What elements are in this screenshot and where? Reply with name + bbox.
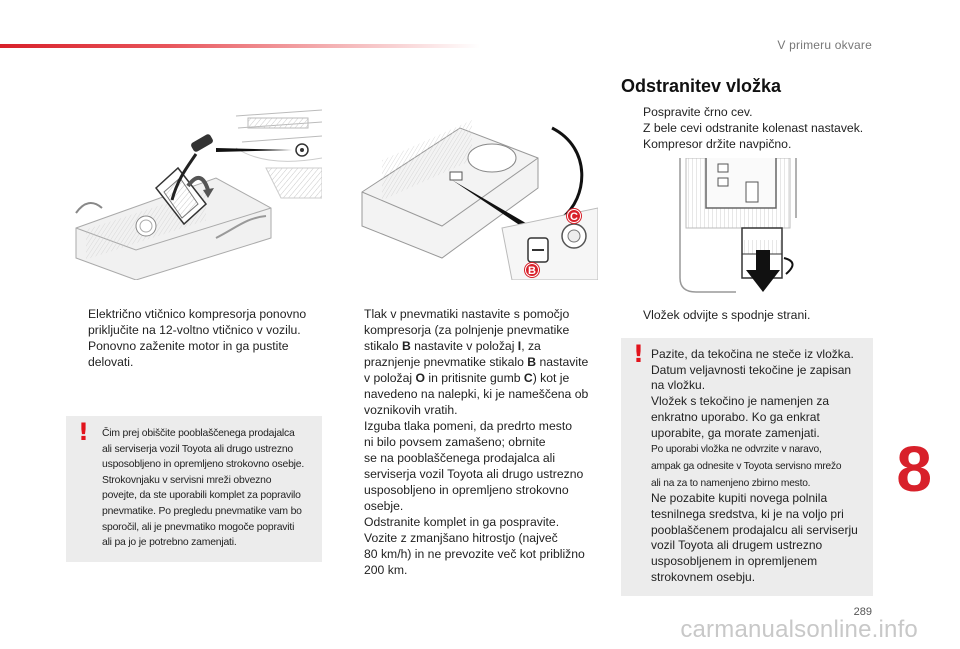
warning-box-service (66, 416, 322, 562)
list-item: Vložek odvijte s spodnje strani. (643, 308, 811, 322)
warning-icon: ! (633, 340, 644, 368)
chapter-number: 8 (896, 433, 932, 505)
callout-b: B (528, 265, 536, 277)
sealant-cartridge-removal-illustration (676, 158, 816, 300)
list-item: Odstranite komplet in ga pospravite. (364, 515, 560, 529)
middle-column (342, 306, 600, 578)
list-item: Električno vtičnico kompresorja ponovno priključite na 12-voltno vtičnico v vozilu. (88, 307, 307, 337)
list-item: Ponovno zaženite motor in ga pustite delovati. (88, 339, 289, 369)
pressure-instructions: Tlak v pnevmatiki nastavite s pomočjo kompresorja (za polnjenje pnevmatike stikalo B nastavite v položaj I, za praznjenje pnevmatike stikalo B nastavite v položaj O in pritisnite gumb C) kot je navedeno na nalepki, ki je nameščena ob voznikovih vratih. Izguba tlaka pomeni, da predrto mesto ni bilo povsem zamašeno; obrnite se na pooblaščenega prodajalca ali serviserja vozil Toyota ali drugo ustrezno usposobljeno in opremljeno strokovno osebje. (364, 307, 589, 513)
warning-text: Čim prej obiščite pooblaščenega prodajalca ali serviserja vozil Toyota ali drugo ustrezno usposobljeno in opremljeno strokovno osebje. Strokovnjaku v servisni mreži obvezno povejte, da ste uporabili komplet za popravilo pnevmatike. Po pregledu pnevmatike vam bo sporočil, ali je pnevmatiko mogoče popraviti ali pa jo je potrebno zamenjati. (102, 428, 305, 549)
warning-text: Pazite, da tekočina ne steče iz vložka. Datum veljavnosti tekočine je zapisan na vložku. Vložek s tekočino je namenjen za enkratno uporabo. Ko ga enkrat uporabite, ga morate zamenjati. Po uporabi vložka ne odvrzite v naravo, ampak ga odnesite v Toyota servisno mrežo ali na za to namenjeno zbirno mesto. Ne pozabite kupiti novega polnila tesnilnega sredstva, ki je na voljo pri pooblaščenem prodajalcu ali serviserju vozil Toyota ali drugem ustrezno usposobljenem in opremljenem strokovnem osebju. (651, 347, 858, 584)
page-number: 289 (853, 606, 872, 618)
list-item: Z bele cevi odstranite kolenast nastavek. (643, 121, 864, 135)
list-item: Kompresor držite navpično. (643, 137, 792, 151)
section-heading: Odstranitev vložka (621, 76, 782, 96)
right-column-step-after (621, 307, 881, 323)
list-item (342, 306, 600, 514)
right-column-steps (621, 104, 881, 152)
warning-icon: ! (78, 418, 89, 446)
compressor-power-socket-illustration (66, 108, 322, 280)
callout-c: C (570, 211, 578, 223)
watermark: carmanualsonline.info (680, 616, 918, 643)
header-accent-bar (0, 44, 480, 48)
list-item: Pospravite črno cev. (643, 105, 753, 119)
section-title: V primeru okvare (777, 38, 872, 52)
warning-box-cartridge (621, 338, 873, 596)
list-item: Vozite z zmanjšano hitrostjo (največ 80 km/h) in ne prevozite več kot približno 200 km. (364, 531, 585, 577)
compressor-pressure-switch-illustration (342, 108, 598, 280)
left-column (66, 306, 328, 370)
